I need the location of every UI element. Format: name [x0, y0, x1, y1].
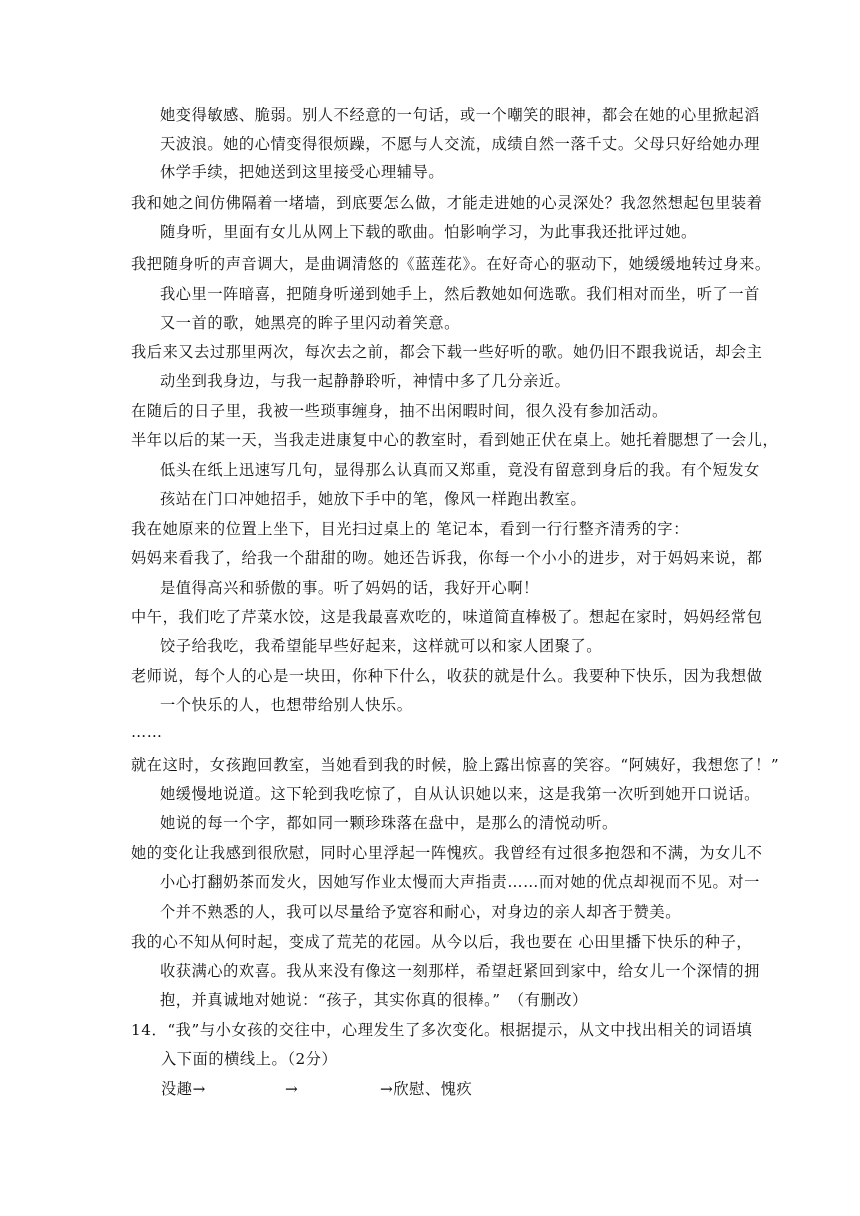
text-line: 我把随身听的声音调大，是曲调清悠的《蓝莲花》。在好奇心的驱动下，她缓缓地转过身来。 [131, 255, 771, 273]
text-line: 低头在纸上迅速写几句，显得那么认真而又郑重，竟没有留意到身后的我。有个短发女 [160, 461, 760, 479]
text-line: 妈妈来看我了，给我一个甜甜的吻。她还告诉我，你每一个小小的进步，对于妈妈来说，都 [131, 549, 763, 567]
text-line: 又一首的歌，她黑亮的眸子里闪动着笑意。 [160, 314, 460, 332]
text-line: 我心里一阵暗喜，把随身听递到她手上，然后教她如何选歌。我们相对而坐，听了一首 [160, 285, 760, 303]
text-line: 在随后的日子里，我被一些琐事缠身，抽不出闲暇时间，很久没有参加活动。 [131, 402, 668, 420]
text-line: 她缓慢地说道。这下轮到我吃惊了，自从认识她以来，这是我第一次听到她开口说话。 [160, 785, 760, 803]
blank-start-label: 没趣→ [161, 1080, 206, 1098]
text-line: 个并不熟悉的人，我可以尽量给予宽容和耐心，对身边的亲人却吝于赞美。 [160, 903, 681, 921]
text-line: 中午，我们吃了芹菜水饺，这是我最喜欢吃的，味道简直棒极了。想起在家时，妈妈经常包 [131, 608, 763, 626]
text-line: 休学手续，把她送到这里接受心理辅导。 [160, 163, 445, 181]
text-line: 抱，并真诚地对她说：“孩子，其实你真的很棒。” （有删改） [160, 991, 588, 1009]
blank-end-label: →欣慰、愧疚 [380, 1080, 473, 1098]
text-line: 她的变化让我感到很欣慰，同时心里浮起一阵愧疚。我曾经有过很多抱怨和不满，为女儿不 [131, 844, 763, 862]
text-line: 动坐到我身边，与我一起静静聆听，神情中多了几分亲近。 [160, 372, 571, 390]
text-line: 小心打翻奶茶而发火，因她写作业太慢而大声指责……而对她的优点却视而不见。对一 [160, 873, 760, 891]
question-14-line: 14．“我”与小女孩的交往中，心理发生了多次变化。根据提示，从文中找出相关的词语填 [131, 1021, 753, 1039]
question-14-line: 入下面的横线上。（2分） [161, 1050, 338, 1068]
text-line: 老师说，每个人的心是一块田，你种下什么，收获的就是什么。我要种下快乐，因为我想做 [131, 667, 763, 685]
text-line: 半年以后的某一天，当我走进康复中心的教室时，看到她正伏在桌上。她托着腮想了一会儿， [131, 431, 779, 449]
text-line: 孩站在门口冲她招手，她放下手中的笔，像风一样跑出教室。 [160, 490, 587, 508]
text-line: 一个快乐的人，也想带给别人快乐。 [160, 696, 413, 714]
text-line: …… [131, 723, 163, 741]
text-line: 就在这时，女孩跑回教室，当她看到我的时候，脸上露出惊喜的笑容。“阿姨好，我想您了！” [131, 756, 780, 774]
text-line: 她说的每一个字，都如同一颗珍珠落在盘中，是那么的清悦动听。 [160, 814, 618, 832]
text-line: 饺子给我吃，我希望能早些好起来，这样就可以和家人团聚了。 [160, 637, 603, 655]
blank-arrow: → [285, 1080, 299, 1098]
text-line: 我后来又去过那里两次，每次去之前，都会下载一些好听的歌。她仍旧不跟我说话，却会主 [131, 343, 763, 361]
text-line: 是值得高兴和骄傲的事。听了妈妈的话，我好开心啊！ [160, 579, 539, 597]
text-line: 我在她原来的位置上坐下，目光扫过桌上的 笔记本，看到一行行整齐清秀的字： [131, 520, 689, 538]
text-line: 随身听，里面有女儿从网上下载的歌曲。怕影响学习，为此事我还批评过她。 [160, 223, 697, 241]
text-line: 我和她之间仿佛隔着一堵墙，到底要怎么做，才能走进她的心灵深处？我忽然想起包里装着 [131, 194, 763, 212]
text-line: 天波浪。她的心情变得很烦躁，不愿与人交流，成绩自然一落千丈。父母只好给她办理 [160, 135, 760, 153]
text-line: 收获满心的欢喜。我从来没有像这一刻那样，希望赶紧回到家中，给女儿一个深情的拥 [160, 962, 760, 980]
text-line: 我的心不知从何时起，变成了荒芜的花园。从今以后，我也要在 心田里播下快乐的种子， [131, 933, 753, 951]
text-line: 她变得敏感、脆弱。别人不经意的一句话，或一个嘲笑的眼神，都会在她的心里掀起滔 [160, 106, 760, 124]
